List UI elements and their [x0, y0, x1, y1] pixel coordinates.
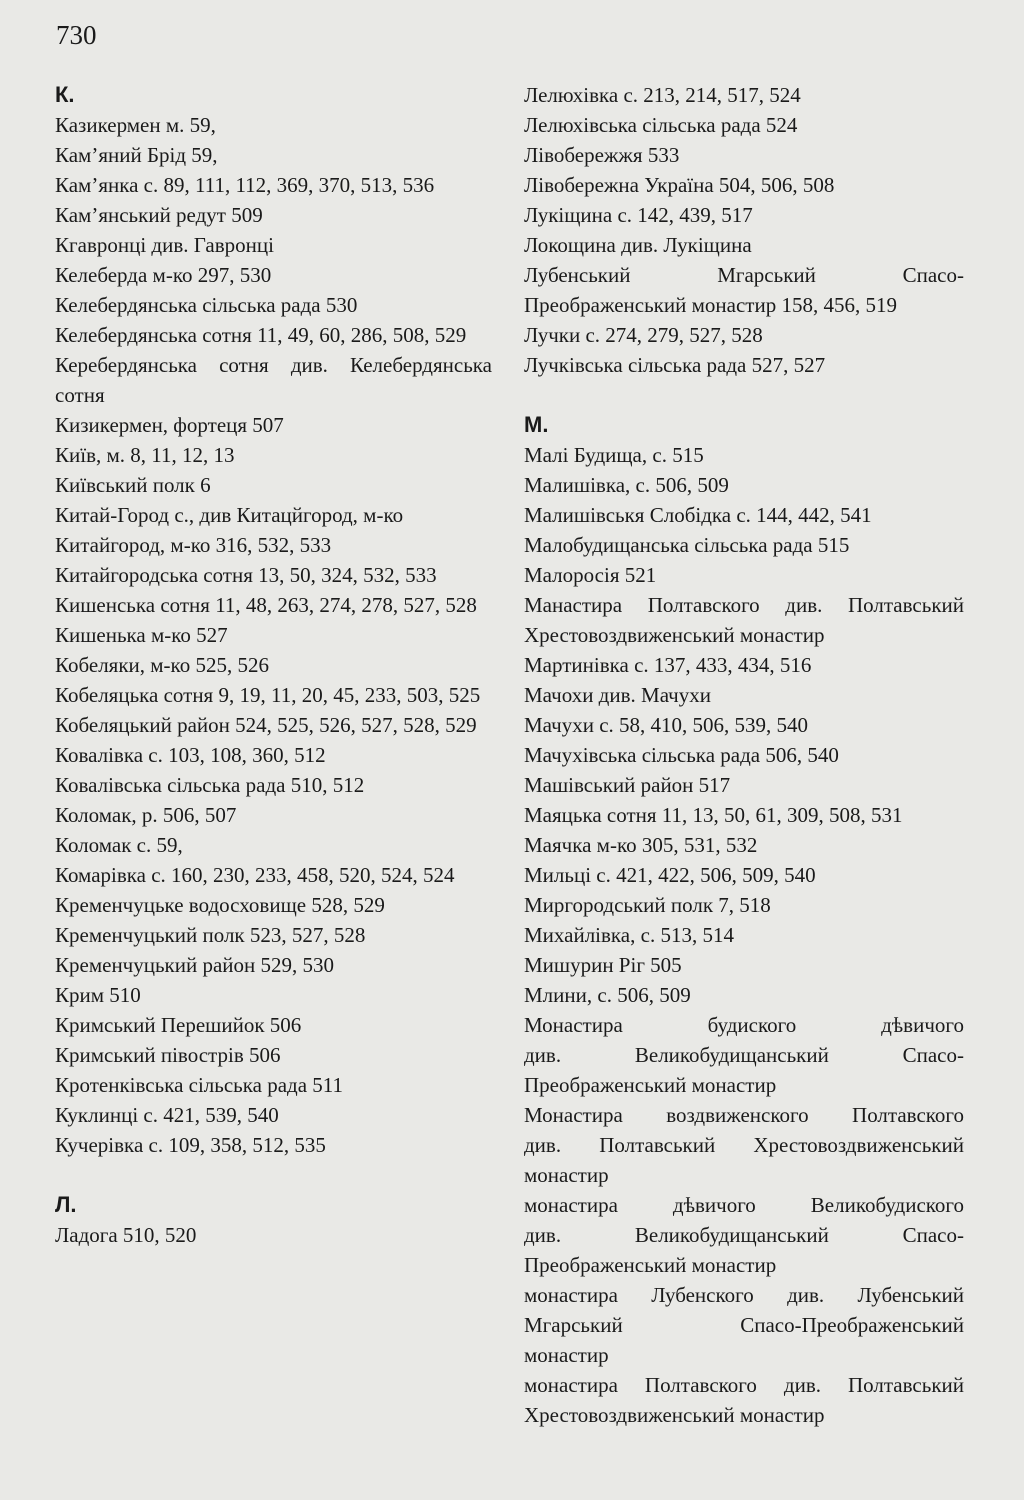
index-entry-line: Преображенський монастир: [524, 1073, 777, 1097]
index-entry: Коломак с. 59,: [55, 833, 183, 857]
index-entry-line: Монастира будиского дѣвичого: [524, 1013, 964, 1037]
index-entry-line: Монастира воздвиженского Полтавского: [524, 1103, 964, 1127]
index-entry: Мачохи див. Мачухи: [524, 683, 711, 707]
index-entry: Крим 510: [55, 983, 141, 1007]
index-entry-line: Преображенський монастир: [524, 1253, 777, 1277]
index-entry: Кротенківська сільська рада 511: [55, 1073, 344, 1097]
index-entry: Лелюхівка с. 213, 214, 517, 524: [524, 83, 801, 107]
index-entry: Млини, с. 506, 509: [524, 983, 691, 1007]
index-column-right: [524, 80, 964, 1430]
section-letter-m: М.: [524, 412, 549, 437]
index-entry: Кременчуцьке водосховище 528, 529: [55, 893, 385, 917]
index-entry-line: монастир: [524, 1343, 609, 1367]
index-entry-line: див. Полтавський Хрестовоздвиженський: [524, 1133, 964, 1157]
index-entry-line: див. Великобудищанський Спасо-: [524, 1223, 964, 1247]
index-entry-line: Преображенський монастир 158, 456, 519: [524, 293, 897, 317]
index-entry-line: монастир: [524, 1163, 609, 1187]
index-entry: Кримський Перешийок 506: [55, 1013, 302, 1037]
index-entry: Кобеляцький район 524, 525, 526, 527, 528, 529: [55, 713, 477, 737]
index-entry: Кременчуцький полк 523, 527, 528: [55, 923, 366, 947]
index-entry: Келеберда м-ко 297, 530: [55, 263, 272, 287]
index-entry: Комарівка с. 160, 230, 233, 458, 520, 524, 524: [55, 863, 455, 887]
index-entry: Ковалівка с. 103, 108, 360, 512: [55, 743, 326, 767]
page-number: 730: [56, 20, 97, 50]
index-column-left: [55, 80, 492, 1250]
index-entry: Келебердянська сотня 11, 49, 60, 286, 508, 529: [55, 323, 467, 347]
index-entry-line: Лубенський Мгарський Спасо-: [524, 263, 964, 287]
index-entry: Ковалівська сільська рада 510, 512: [55, 773, 365, 797]
index-entry: Кучерівка с. 109, 358, 512, 535: [55, 1133, 326, 1157]
index-entry: Кам’яний Брід 59,: [55, 143, 218, 167]
index-entry: Лукіщина с. 142, 439, 517: [524, 203, 753, 227]
index-entry: Мартинівка с. 137, 433, 434, 516: [524, 653, 812, 677]
index-entry: Михайлівка, с. 513, 514: [524, 923, 734, 947]
index-entry: Кишенька м-ко 527: [55, 623, 228, 647]
index-entry-line: Мгарський Спасо-Преображенський: [524, 1313, 964, 1337]
index-entry: Локощина див. Лукіщина: [524, 233, 752, 257]
index-entry: Кишенська сотня 11, 48, 263, 274, 278, 527, 528: [55, 593, 477, 617]
index-entry: Лелюхівська сільська рада 524: [524, 113, 798, 137]
index-entry: Машівський район 517: [524, 773, 731, 797]
index-entry: Малі Будища, с. 515: [524, 443, 704, 467]
index-entry: Кременчуцький район 529, 530: [55, 953, 335, 977]
index-entry: Малобудищанська сільська рада 515: [524, 533, 850, 557]
index-entry: Кам’янський редут 509: [55, 203, 263, 227]
index-entry: Ладога 510, 520: [55, 1223, 197, 1247]
index-entry: Миргородський полк 7, 518: [524, 893, 771, 917]
index-entry-line: монастира Полтавского див. Полтавський: [524, 1373, 964, 1397]
index-entry: Лівобережна Україна 504, 506, 508: [524, 173, 835, 197]
index-entry: Малишівка, с. 506, 509: [524, 473, 729, 497]
index-entry-line: монастира Лубенского див. Лубенський: [524, 1283, 964, 1307]
index-entry: Мачухівська сільська рада 506, 540: [524, 743, 839, 767]
index-entry: Малоросія 521: [524, 563, 657, 587]
index-entry: Маяцька сотня 11, 13, 50, 61, 309, 508, 531: [524, 803, 903, 827]
index-entry: Мильці с. 421, 422, 506, 509, 540: [524, 863, 816, 887]
index-entry: Кобеляцька сотня 9, 19, 11, 20, 45, 233, 503, 525: [55, 683, 481, 707]
index-entry: Лівобережжя 533: [524, 143, 680, 167]
index-entry: Кизикермен, фортеця 507: [55, 413, 284, 437]
index-entry-line: Хрестовоздвиженський монастир: [524, 623, 825, 647]
index-entry: Кам’янка с. 89, 111, 112, 369, 370, 513, 536: [55, 173, 435, 197]
section-letter-l: Л.: [55, 1192, 77, 1217]
index-entry: Малишівськя Слобідка с. 144, 442, 541: [524, 503, 872, 527]
index-entry: Кобеляки, м-ко 525, 526: [55, 653, 269, 677]
index-entry: Казикермен м. 59,: [55, 113, 216, 137]
section-letter-k: К.: [55, 82, 75, 107]
index-entry: Маячка м-ко 305, 531, 532: [524, 833, 758, 857]
index-entry-line: див. Великобудищанський Спасо-: [524, 1043, 964, 1067]
index-entry-line: Хрестовоздвиженський монастир: [524, 1403, 825, 1427]
index-entry: Київ, м. 8, 11, 12, 13: [55, 443, 235, 467]
index-entry-line: Манастира Полтавского див. Полтавський: [524, 593, 964, 617]
index-entry: Мачухи с. 58, 410, 506, 539, 540: [524, 713, 809, 737]
index-entry: Київський полк 6: [55, 473, 211, 497]
index-entry: Кримський півострів 506: [55, 1043, 281, 1067]
index-entry: Куклинці с. 421, 539, 540: [55, 1103, 279, 1127]
index-entry: Мишурин Ріг 505: [524, 953, 682, 977]
index-entry: Китайгород, м-ко 316, 532, 533: [55, 533, 332, 557]
index-entry: Коломак, р. 506, 507: [55, 803, 237, 827]
index-entry: Китай-Город с., див Китацйгород, м-ко: [55, 503, 404, 527]
index-entry: Кгавронці див. Гавронці: [55, 233, 274, 257]
index-entry: Келебердянська сільська рада 530: [55, 293, 358, 317]
index-entry: Лучківська сільська рада 527, 527: [524, 353, 826, 377]
index-entry: Лучки с. 274, 279, 527, 528: [524, 323, 763, 347]
index-entry-line: монастира дѣвичого Великобудиского: [524, 1193, 964, 1217]
index-entry: Китайгородська сотня 13, 50, 324, 532, 533: [55, 563, 437, 587]
index-entry: Керебердянська сотня див. Келебердянська сотня: [55, 353, 492, 407]
